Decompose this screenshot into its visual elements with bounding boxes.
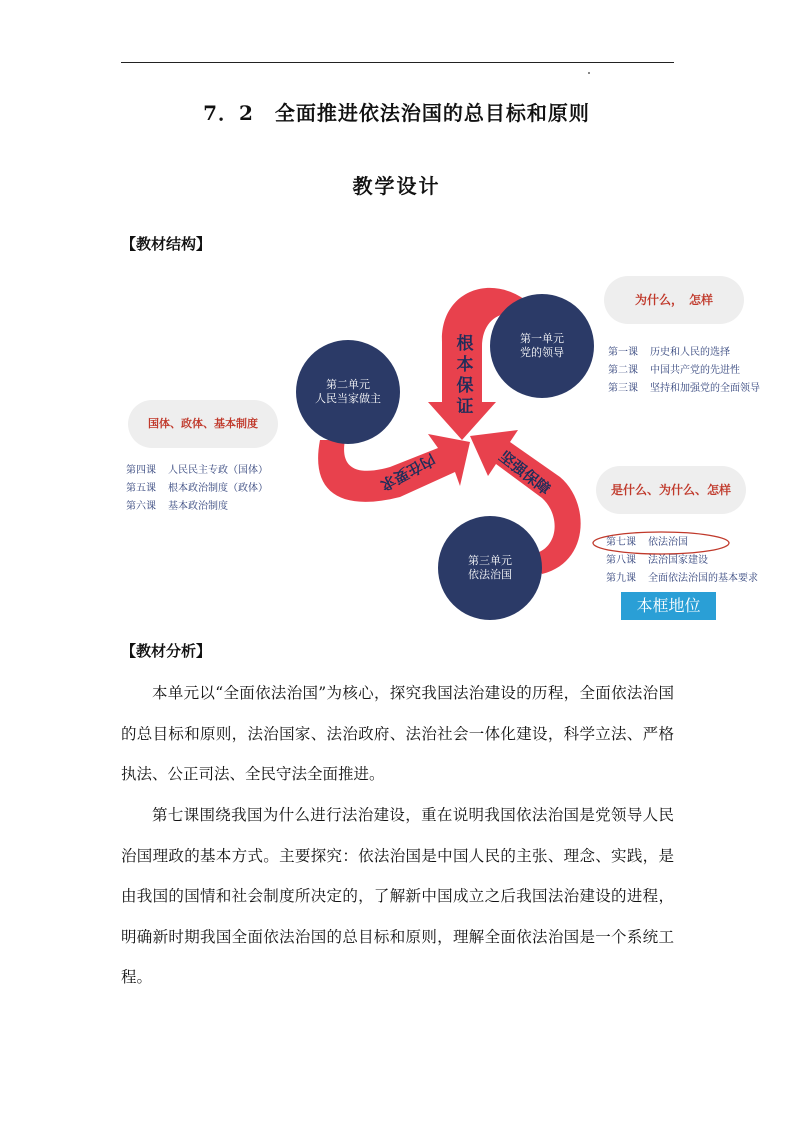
position-badge: 本框地位: [621, 592, 716, 620]
section-heading-structure: 【教材结构】: [121, 235, 212, 253]
list-item: 第四课 人民民主专政（国体）: [126, 465, 268, 476]
section-heading-analysis: 【教材分析】: [121, 642, 212, 660]
unit2-question-pill: 国体、政体、基本制度: [128, 400, 278, 448]
unit3-question-pill: 是什么、为什么、怎样: [596, 466, 746, 514]
header-rule: [121, 62, 674, 63]
textbook-structure-diagram: [110, 262, 760, 627]
header-mark: [588, 72, 590, 74]
page-title: 7．2 全面推进依法治国的总目标和原则: [203, 101, 590, 125]
arrow-left-label: 内在要求: [377, 450, 439, 495]
list-item: 第二课 中国共产党的先进性: [608, 365, 740, 376]
analysis-paragraph-2: 第七课围绕我国为什么进行法治建设，重在说明我国依法治国是党领导人民治国理政的基本方式。主要探究：依法治国是中国人民的主张、理念、实践，是由我国的国情和社会制度所决定的，了解新中国成立之后我国法治建设的进程，明确新时期我国全面依法治国的总目标和原则，理解全面依法治国是一个系统工程。: [121, 806, 674, 986]
unit1-question-pill: 为什么， 怎样: [604, 276, 744, 324]
list-item: 第七课 依法治国: [606, 537, 688, 548]
arrow-right-label: 坚强保障: [495, 447, 554, 499]
unit2-lesson-list: [126, 462, 268, 516]
arrow-top-label: 根 本 保 证: [456, 334, 474, 417]
unit2-label: 第二单元 人民当家做主: [315, 378, 381, 405]
unit1-label: 第一单元 党的领导: [520, 332, 564, 359]
page-subtitle: 教学设计: [352, 174, 441, 198]
list-item: 第五课 根本政治制度（政体）: [126, 483, 268, 494]
unit3-lesson-list: [606, 534, 758, 588]
list-item: 第三课 坚持和加强党的全面领导: [608, 383, 760, 394]
list-item: 第一课 历史和人民的选择: [608, 347, 730, 358]
analysis-paragraph-1: 本单元以“全面依法治国”为核心，探究我国法治建设的历程，全面依法治国的总目标和原则，法治国家、法治政府、法治社会一体化建设，科学立法、严格执法、公正司法、全民守法全面推进。: [121, 684, 674, 783]
list-item: 第六课 基本政治制度: [126, 501, 228, 512]
unit3-label: 第三单元 依法治国: [468, 554, 512, 581]
list-item: 第八课 法治国家建设: [606, 555, 708, 566]
list-item: 第九课 全面依法治国的基本要求: [606, 573, 758, 584]
unit1-lesson-list: [608, 344, 760, 398]
